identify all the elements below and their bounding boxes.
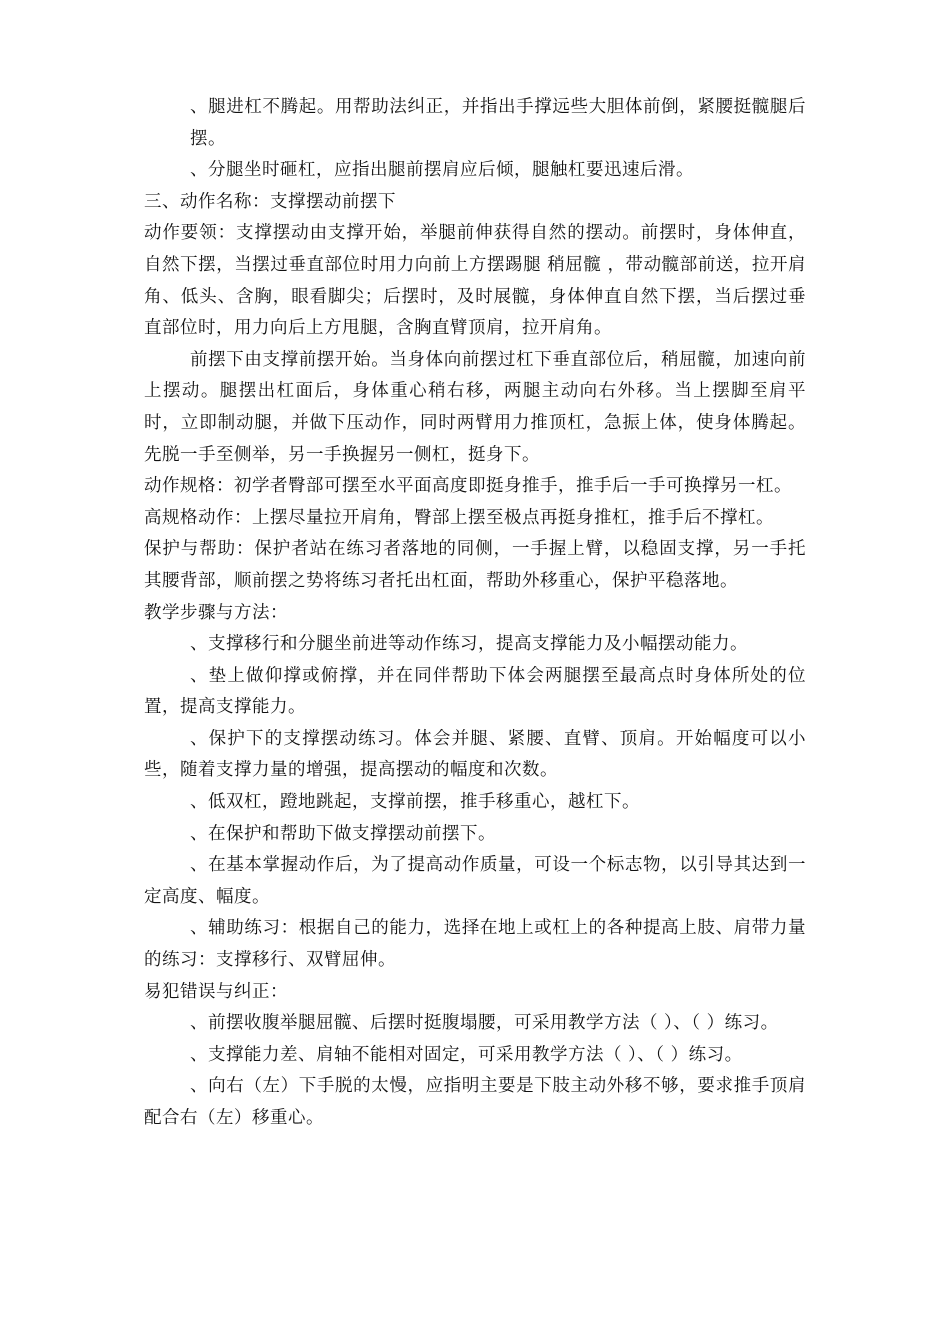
list-item-common-error: 、向右（左）下手脱的太慢，应指明主要是下肢主动外移不够，要求推手顶肩配合右（左）移重心。	[144, 1076, 806, 1128]
list-item-teaching-step: 、辅助练习：根据自己的能力，选择在地上或杠上的各种提高上肢、肩带力量的练习：支撑移行、双臂屈伸。	[144, 918, 806, 971]
list-item-common-error: 、支撑能力差、肩轴不能相对固定，可采用教学方法（ ）、（ ）练习。	[190, 1044, 743, 1065]
paragraph-error-leg-not-rising: 、腿进杠不腾起。用帮助法纠正，并指出手撑远些大胆体前倒，紧腰挺髋腿后摆。	[190, 97, 806, 149]
list-item-teaching-step: 、保护下的支撑摆动练习。体会并腿、紧腰、直臂、顶肩。开始幅度可以小些，随着支撑力量的增强，提高摆动的幅度和次数。	[144, 728, 806, 781]
paragraph-front-dismount: 前摆下由支撑前摆开始。当身体向前摆过杠下垂直部位后，稍屈髋，加速向前上摆动。腿摆出杠面后，身体重心稍右移，两腿主动向右外移。当上摆脚至肩平时，立即制动腿，并做下压动作，同时两臂用力推顶杠，急振上体，使身体腾起。先脱一手至侧举，另一手换握另一侧杠，挺身下。	[144, 349, 806, 465]
list-item-teaching-step: 、在基本掌握动作后，为了提高动作质量，可设一个标志物，以引导其达到一定高度、幅度。	[144, 855, 806, 907]
paragraph-spotting: 保护与帮助：保护者站在练习者落地的同侧，一手握上臂，以稳固支撑，另一手托其腰背部，顺前摆之势将练习者托出杠面，帮助外移重心，保护平稳落地。	[144, 539, 806, 591]
list-item-teaching-step: 、支撑移行和分腿坐前进等动作练习，提高支撑能力及小幅摆动能力。	[190, 634, 748, 655]
list-item-teaching-step: 、垫上做仰撑或俯撑，并在同伴帮助下体会两腿摆至最高点时身体所处的位置，提高支撑能力。	[144, 665, 806, 718]
list-item-common-error: 、前摆收腹举腿屈髋、后摆时挺腹塌腰，可采用教学方法（ ）、（ ）练习。	[190, 1013, 779, 1034]
list-item-teaching-step: 、低双杠，蹬地跳起，支撑前摆，推手移重心，越杠下。	[190, 792, 640, 813]
paragraph-error-hitting-bar: 、分腿坐时砸杠，应指出腿前摆肩应后倾，腿触杠要迅速后滑。	[190, 160, 694, 181]
paragraph-technique-essentials: 动作要领：支撑摆动由支撑开始，举腿前伸获得自然的摆动。前摆时，身体伸直，自然下摆，当摆过垂直部位时用力向前上方摆踢腿 稍屈髋 ，带动髋部前送，拉开肩角、低头、含胸，眼看脚尖；后摆时，及时展髋，身体伸直自然下摆，当后摆过垂直部位时，用力向后上方甩腿，含胸直臂顶肩，拉开肩角。	[144, 223, 806, 339]
section-heading-swing-dismount: 三、动作名称：支撑摆动前摆下	[144, 191, 396, 212]
paragraph-advanced-standard: 高规格动作：上摆尽量拉开肩角，臀部上摆至极点再挺身推杠，推手后不撑杠。	[144, 507, 774, 528]
heading-teaching-steps: 教学步骤与方法：	[144, 602, 288, 623]
paragraph-beginner-standard: 动作规格：初学者臀部可摆至水平面高度即挺身推手，推手后一手可换撑另一杠。	[144, 476, 792, 497]
list-item-teaching-step: 、在保护和帮助下做支撑摆动前摆下。	[190, 823, 496, 844]
document-body	[144, 92, 806, 1135]
heading-common-errors: 易犯错误与纠正：	[144, 981, 288, 1002]
